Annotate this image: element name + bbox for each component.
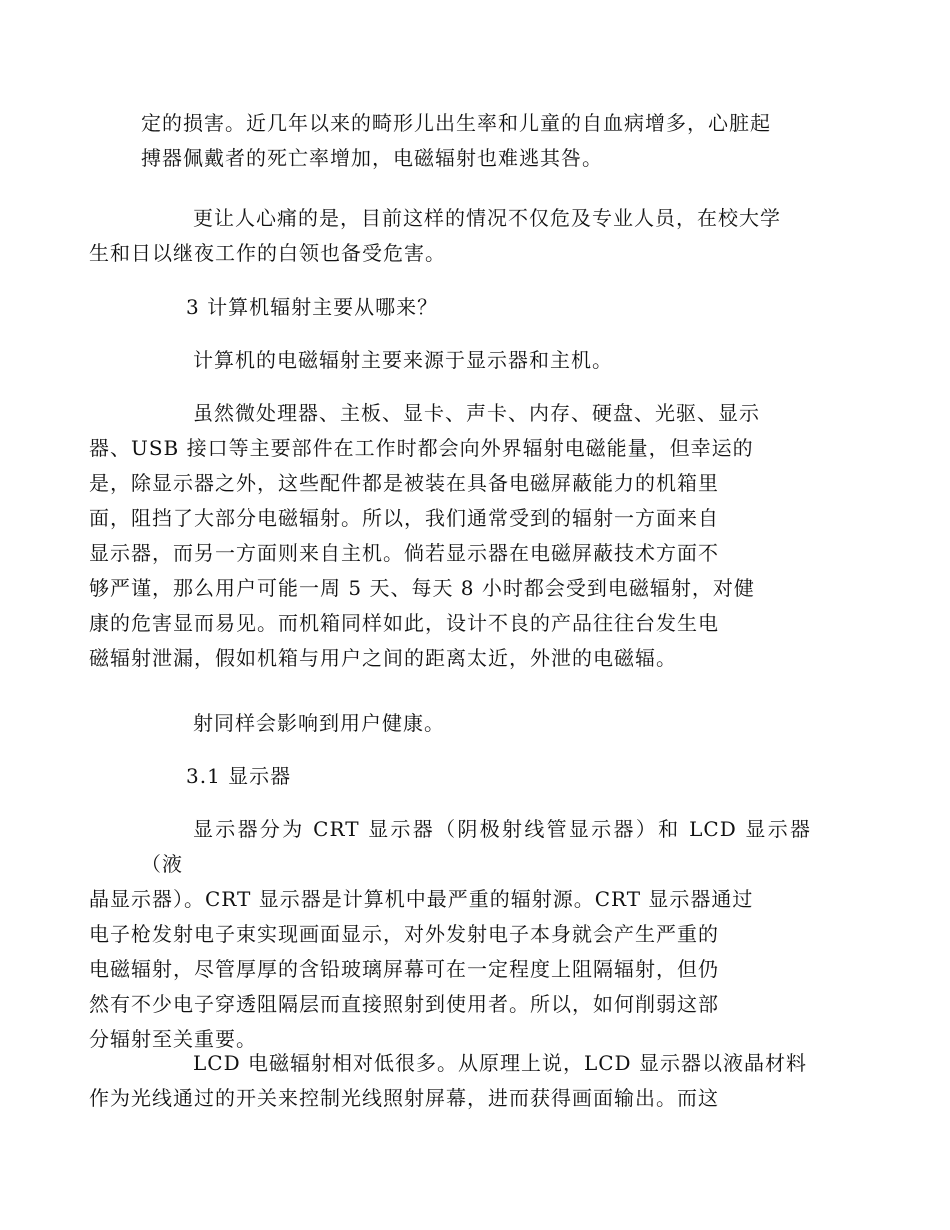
text-line: 面，阻挡了大部分电磁辐射。所以，我们通常受到的辐射一方面来自	[89, 506, 719, 530]
text-line: 电磁辐射，尽管厚厚的含铅玻璃屏幕可在一定程度上阻隔辐射，但仍	[89, 957, 719, 981]
text-line: 更让人心痛的是，目前这样的情况不仅危及专业人员，在校大学	[193, 206, 781, 230]
text-line: 显示器，而另一方面则来自主机。倘若显示器在电磁屏蔽技术方面不	[89, 541, 719, 565]
paragraph-continuation	[141, 106, 811, 176]
text-line: 分辐射至关重要。	[89, 1027, 257, 1051]
paragraph	[89, 396, 811, 676]
text-line: LCD 电磁辐射相对低很多。从原理上说，LCD 显示器以液晶材料	[193, 1051, 807, 1075]
heading-text: 3.1 显示器	[186, 764, 292, 788]
text-line: 计算机的电磁辐射主要来源于显示器和主机。	[193, 348, 613, 372]
paragraph	[141, 706, 811, 741]
section-heading	[141, 759, 811, 794]
text-line: 然有不少电子穿透阻隔层而直接照射到使用者。所以，如何削弱这部	[89, 992, 719, 1016]
heading-text: 3 计算机辐射主要从哪来？	[186, 295, 439, 319]
section-heading	[141, 290, 811, 325]
text-line: 电子枪发射电子束实现画面显示，对外发射电子本身就会产生严重的	[89, 922, 719, 946]
text-line: 作为光线通过的开关来控制光线照射屏幕，进而获得画面输出。而这	[89, 1086, 719, 1110]
text-line: 够严谨，那么用户可能一周 5 天、每天 8 小时都会受到电磁辐射，对健	[89, 576, 755, 600]
paragraph	[141, 343, 811, 378]
text-line: 射同样会影响到用户健康。	[193, 711, 445, 735]
paragraph	[89, 1046, 811, 1116]
paragraph	[89, 201, 811, 271]
paragraph	[89, 812, 811, 1057]
text-line: 是，除显示器之外，这些配件都是被装在具备电磁屏蔽能力的机箱里	[89, 471, 719, 495]
text-line: 生和日以继夜工作的白领也备受危害。	[89, 241, 446, 265]
text-line: 显示器分为 CRT 显示器（阴极射线管显示器）和 LCD 显示器（液	[141, 817, 811, 876]
text-line: 磁辐射泄漏，假如机箱与用户之间的距离太近，外泄的电磁辐。	[89, 646, 677, 670]
text-line: 搏器佩戴者的死亡率增加，电磁辐射也难逃其咎。	[141, 146, 603, 170]
text-line: 晶显示器）。CRT 显示器是计算机中最严重的辐射源。CRT 显示器通过	[89, 887, 754, 911]
text-line: 定的损害。近几年以来的畸形儿出生率和儿童的自血病增多，心脏起	[141, 111, 771, 135]
text-line: 康的危害显而易见。而机箱同样如此，设计不良的产品往往台发生电	[89, 611, 719, 635]
text-line: 器、USB 接口等主要部件在工作时都会向外界辐射电磁能量，但幸运的	[89, 436, 754, 460]
text-line: 虽然微处理器、主板、显卡、声卡、内存、硬盘、光驱、显示	[193, 401, 760, 425]
